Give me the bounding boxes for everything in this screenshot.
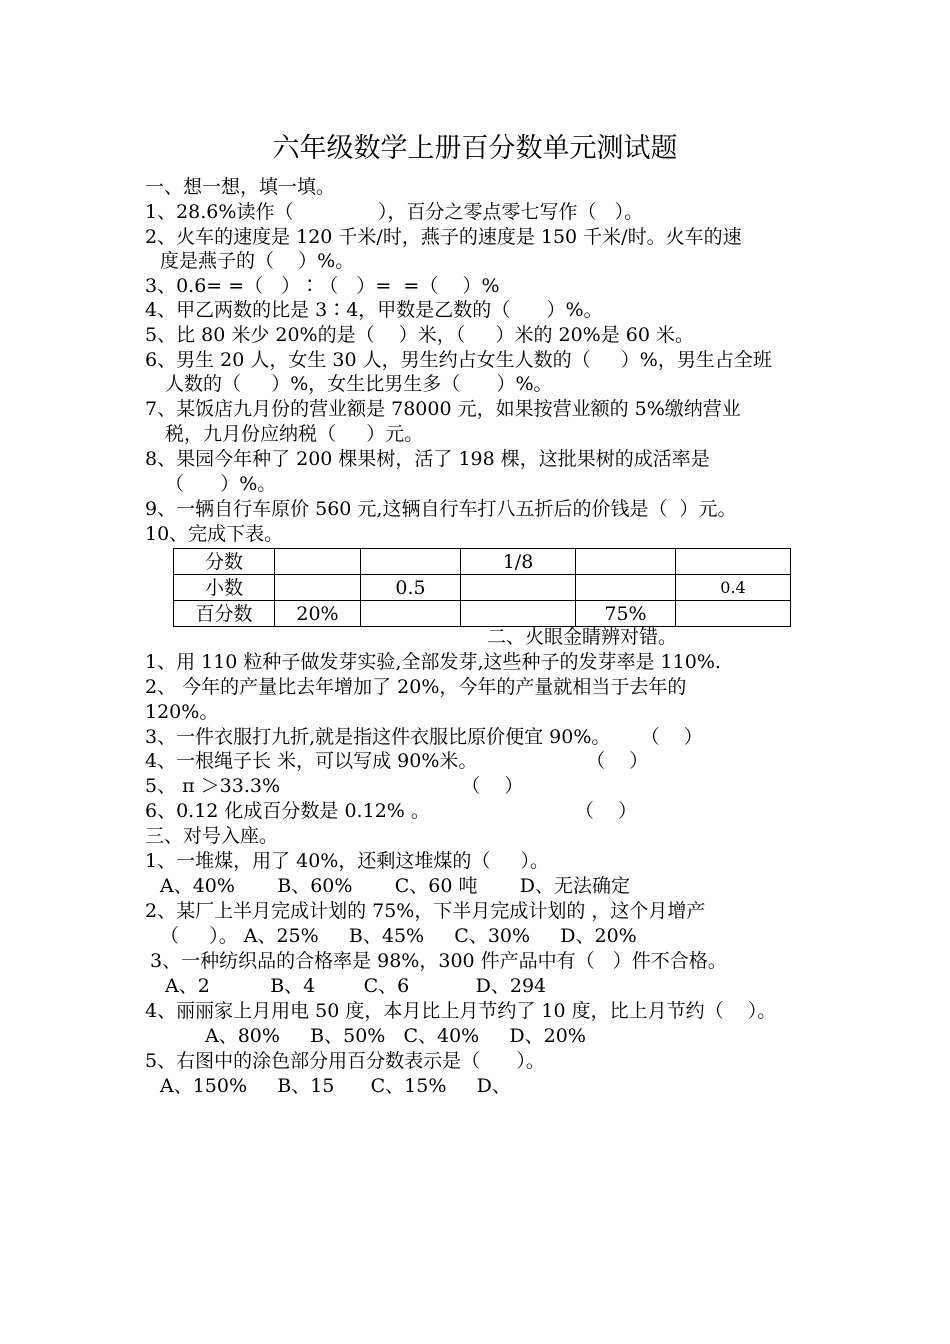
table-cell: 0.5 — [361, 575, 461, 601]
table-cell: 75% — [576, 601, 676, 627]
question-line: 10、完成下表。 — [145, 523, 284, 545]
question-line: 2、 今年的产量比去年增加了 20%，今年的产量就相当于去年的 — [145, 676, 687, 698]
question-line: 6、男生 20 人，女生 30 人，男生约占女生人数的（ ）%，男生占全班 — [145, 349, 772, 371]
question-line: 人数的（ ）%，女生比男生多（ ）%。 — [165, 373, 553, 395]
question-line: 1、一堆煤，用了 40%，还剩这堆煤的（ ）。 — [145, 850, 550, 872]
question-line: 8、果园今年种了 200 棵果树，活了 198 棵，这批果树的成活率是 — [145, 448, 710, 470]
table-cell: 小数 — [174, 575, 275, 601]
table-cell: 0.4 — [676, 575, 791, 601]
section2-heading: 二、火眼金睛辨对错。 — [487, 626, 678, 648]
question-line: 税，九月份应纳税（ ）元。 — [165, 423, 424, 445]
question-line: 度是燕子的（ ）%。 — [160, 250, 355, 272]
question-line: 1、28.6%读作（ ），百分之零点零七写作（ ）。 — [145, 201, 644, 223]
table-cell — [275, 549, 361, 575]
question-line: 120%。 — [145, 701, 219, 723]
table-cell — [275, 575, 361, 601]
table-cell: 百分数 — [174, 601, 275, 627]
table-cell — [361, 549, 461, 575]
question-line: 7、某饭店九月份的营业额是 78000 元，如果按营业额的 5%缴纳营业 — [145, 398, 741, 420]
answer-options: A、40% B、60% C、60 吨 D、无法确定 — [160, 875, 630, 897]
table-row — [174, 575, 791, 601]
question-line: 6、0.12 化成百分数是 0.12% 。 （ ） — [145, 800, 637, 822]
question-line: （ ）%。 — [165, 473, 277, 495]
answer-options: A、150% B、15 C、15% D、 — [160, 1075, 511, 1097]
table-cell: 20% — [275, 601, 361, 627]
question-line: 2、某厂上半月完成计划的 75%，下半月完成计划的 ，这个月增产 — [145, 900, 706, 922]
answer-options: A、80% B、50% C、40% D、20% — [205, 1025, 586, 1047]
table-cell — [676, 601, 791, 627]
table-cell — [461, 575, 576, 601]
table-row — [174, 549, 791, 575]
question-line: 4、一根绳子长 米，可以写成 90%米。 （ ） — [145, 750, 649, 772]
question-line: 4、丽丽家上月用电 50 度，本月比上月节约了 10 度，比上月节约（ ）。 — [145, 1000, 777, 1022]
table-cell — [461, 601, 576, 627]
question-line: （ ）。 A、25% B、45% C、30% D、20% — [160, 925, 637, 947]
table-cell: 1/8 — [461, 549, 576, 575]
table-cell — [361, 601, 461, 627]
question-line: 3、一件衣服打九折,就是指这件衣服比原价便宜 90%。 （ ） — [145, 726, 703, 748]
section1-heading: 一、想一想，填一填。 — [145, 176, 336, 198]
question-line: 5、右图中的涂色部分用百分数表示是（ ）。 — [145, 1050, 545, 1072]
table-cell — [676, 549, 791, 575]
question-line: 5、 π ＞33.3% （ ） — [145, 775, 524, 797]
question-line: 1、用 110 粒种子做发芽实验,全部发芽,这些种子的发芽率是 110%. — [145, 651, 721, 673]
question-line: 9、一辆自行车原价 560 元,这辆自行车打八五折后的价钱是（ ）元。 — [145, 498, 737, 520]
table-row — [174, 601, 791, 627]
question-line: 3、一种纺织品的合格率是 98%，300 件产品中有（ ）件不合格。 — [150, 950, 727, 972]
table-cell: 分数 — [174, 549, 275, 575]
question-line: 2、火车的速度是 120 千米/时，燕子的速度是 150 千米/时。火车的速 — [145, 226, 742, 248]
conversion-table — [173, 548, 791, 627]
answer-options: A、2 B、4 C、6 D、294 — [165, 975, 547, 997]
question-line: 3、0.6= =（ ）∶（ ）= =（ ）% — [145, 275, 500, 297]
question-line: 4、甲乙两数的比是 3∶4，甲数是乙数的（ ）%。 — [145, 299, 603, 321]
section3-heading: 三、对号入座。 — [145, 825, 279, 847]
question-line: 5、比 80 米少 20%的是（ ）米，（ ）米的 20%是 60 米。 — [145, 324, 694, 346]
page-title: 六年级数学上册百分数单元测试题 — [272, 133, 678, 164]
table-cell — [576, 549, 676, 575]
table-cell — [576, 575, 676, 601]
